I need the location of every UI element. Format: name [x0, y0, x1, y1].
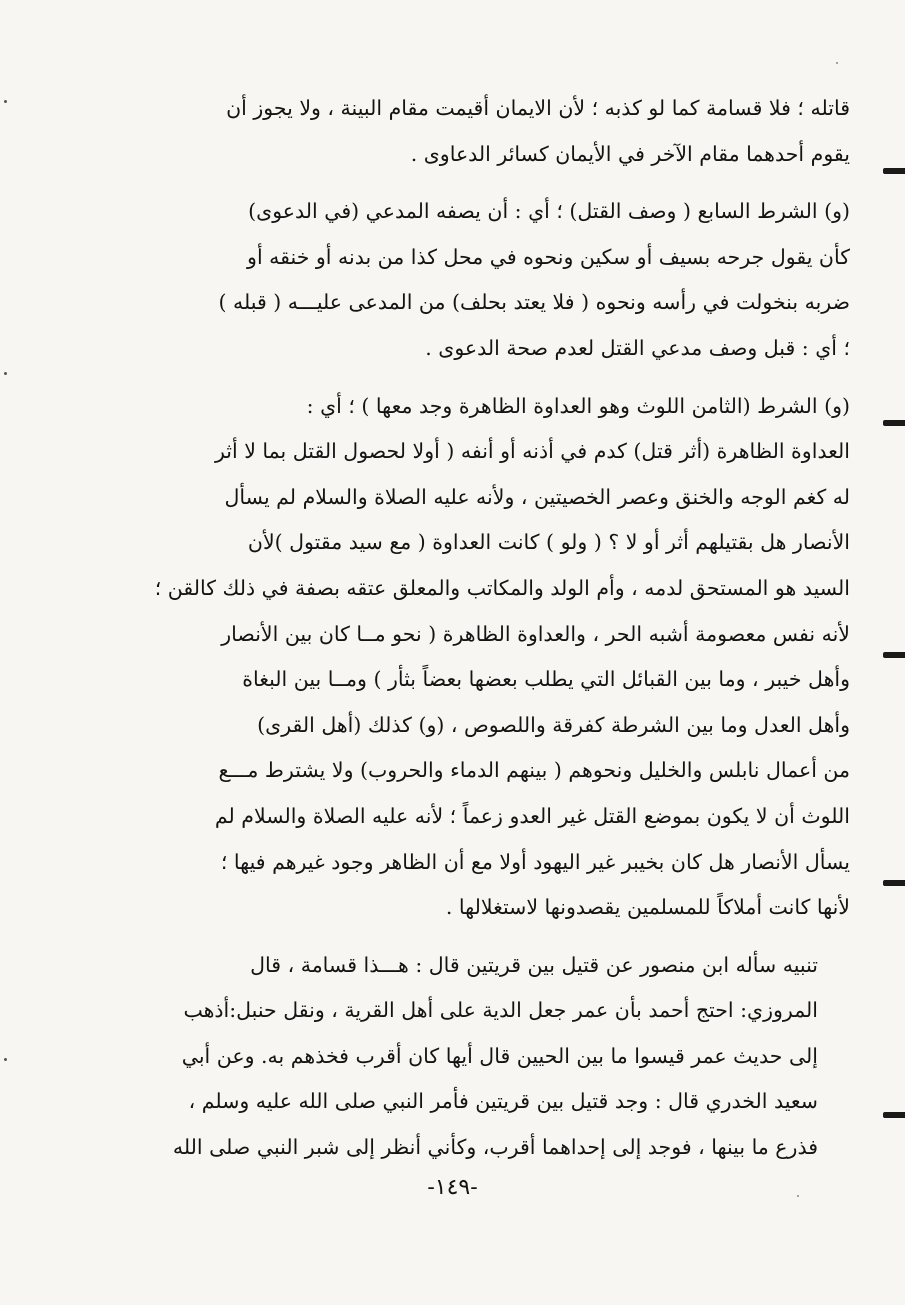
text-line: لأنها كانت أملاكاً للمسلمين يقصدونها لاستغلالها . — [445, 895, 850, 920]
text-line: العداوة الظاهرة (أثر قتل) كدم في أذنه أو أنفه ( أولا لحصول القتل بما لا أثر — [215, 439, 850, 464]
text-line: تنبيه سأله ابن منصور عن قتيل بين قريتين قال : هـــذا قسامة ، قال — [250, 952, 818, 977]
text-line: له كغم الوجه والخنق وعصر الخصيتين ، ولأنه عليه الصلاة والسلام لم يسأل — [224, 484, 850, 509]
edge-speck — [4, 100, 7, 103]
text-line: يسأل الأنصار هل كان بخيبر غير اليهود أولا مع أن الظاهر وجود غيرهم فيها ؛ — [220, 849, 850, 874]
paper-speck — [836, 62, 838, 64]
body-text — [150, 86, 850, 1171]
text-line: اللوث أن لا يكون بموضع القتل غير العدو زعماً ؛ لأنه عليه الصلاة والسلام لم — [214, 803, 850, 828]
edge-mark — [883, 880, 905, 886]
paragraph — [150, 189, 850, 371]
text-line: وأهل العدل وما بين الشرطة كفرقة واللصوص ، (و) كذلك (أهل القرى) — [257, 712, 850, 737]
text-line: ؛ أي : قبل وصف مدعي القتل لعدم صحة الدعوى . — [425, 335, 850, 360]
text-line: إلى حديث عمر قيسوا ما بين الحيين قال أيها كان أقرب فخذهم به. وعن أبي — [181, 1043, 818, 1068]
text-line: ضربه بنخولت في رأسه ونحوه ( فلا يعتد بحلف) من المدعى عليـــه ( قبله ) — [218, 290, 850, 315]
edge-mark — [883, 420, 905, 426]
edge-mark — [883, 652, 905, 658]
text-line: وأهل خيبر ، وما بين القبائل التي يطلب بعضها بعضاً بثأر ) ومــا بين البغاة — [242, 667, 850, 692]
text-line: الأنصار هل بقتيلهم أثر أو لا ؟ ( ولو ) كانت العداوة ( مع سيد مقتول )لأن — [247, 530, 850, 555]
text-line: من أعمال نابلس والخليل ونحوهم ( بينهم الدماء والحروب) ولا يشترط مـــع — [218, 758, 850, 783]
paragraph — [150, 384, 850, 931]
edge-mark — [883, 168, 905, 174]
page-number: -١٤٩- — [427, 1175, 478, 1200]
paragraph — [150, 943, 850, 1171]
edge-speck — [4, 1058, 7, 1061]
text-line: (و) الشرط السابع ( وصف القتل) ؛ أي : أن يصفه المدعي (في الدعوى) — [248, 199, 850, 224]
text-line: يقوم أحدهما مقام الآخر في الأيمان كسائر الدعاوى . — [410, 141, 850, 166]
text-line: (و) الشرط (الثامن اللوث وهو العداوة الظاهرة وجد معها ) ؛ أي : — [306, 393, 850, 418]
text-line: سعيد الخدري قال : وجد قتيل بين قريتين فأمر النبي صلى الله عليه وسلم ، — [188, 1089, 818, 1114]
text-line: فذرع ما بينها ، فوجد إلى إحداهما أقرب، وكأني أنظر إلى شبر النبي صلى الله — [172, 1135, 818, 1160]
text-line: كأن يقول جرحه بسيف أو سكين ونحوه في محل كذا من بدنه أو خنقه أو — [247, 244, 850, 269]
text-line: لأنه نفس معصومة أشبه الحر ، والعداوة الظاهرة ( نحو مــا كان بين الأنصار — [221, 621, 850, 646]
text-line: المروزي: احتج أحمد بأن عمر جعل الدية على أهل القرية ، ونقل حنبل:أذهب — [183, 998, 818, 1023]
paragraph — [150, 86, 850, 177]
edge-speck — [4, 372, 7, 375]
text-line: قاتله ؛ فلا قسامة كما لو كذبه ؛ لأن الايمان أقيمت مقام البينة ، ولا يجوز أن — [226, 96, 850, 120]
text-line: السيد هو المستحق لدمه ، وأم الولد والمكاتب والمعلق عتقه بصفة في ذلك كالقن ؛ — [154, 575, 850, 600]
edge-mark — [883, 1112, 905, 1118]
